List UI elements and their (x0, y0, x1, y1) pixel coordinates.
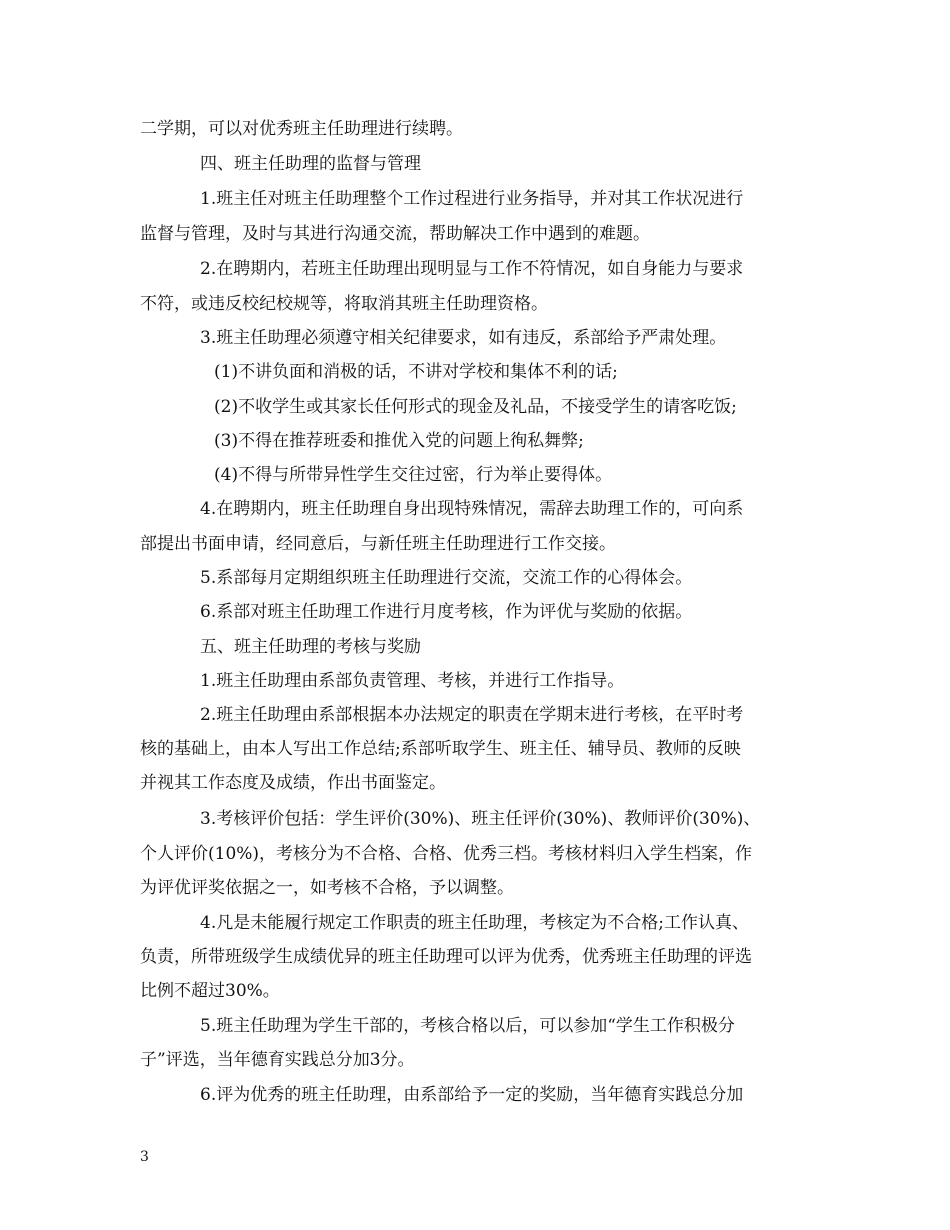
text-line: 子”评选，当年德育实践总分加3分。 (140, 1050, 415, 1070)
text-line: 部提出书面申请，经同意后，与新任班主任助理进行工作交接。 (140, 534, 616, 554)
list-item: (2)不收学生或其家长任何形式的现金及礼品，不接受学生的请客吃饭; (214, 397, 737, 417)
text-line: 4.在聘期内，班主任助理自身出现特殊情况，需辞去助理工作的，可向系 (200, 499, 744, 519)
text-line: 二学期，可以对优秀班主任助理进行续聘。 (140, 119, 463, 139)
text-line: 5.系部每月定期组织班主任助理进行交流，交流工作的心得体会。 (200, 568, 693, 588)
section-heading: 四、班主任助理的监督与管理 (200, 154, 421, 174)
text-line: 个人评价(10%)，考核分为不合格、合格、优秀三档。考核材料归入学生档案，作 (140, 844, 753, 864)
text-line: 3.考核评价包括：学生评价(30%)、班主任评价(30%)、教师评价(30%)、 (200, 809, 761, 829)
text-line: 监督与管理，及时与其进行沟通交流，帮助解决工作中遇到的难题。 (140, 224, 650, 244)
text-line: 3.班主任助理必须遵守相关纪律要求，如有违反，系部给予严肃处理。 (200, 328, 727, 348)
text-line: 比例不超过30%。 (140, 981, 280, 1001)
text-line: 并视其工作态度及成绩，作出书面鉴定。 (140, 773, 446, 793)
page-number: 3 (140, 1149, 149, 1165)
text-line: 6.系部对班主任助理工作进行月度考核，作为评优与奖励的依据。 (200, 602, 693, 622)
list-item: (3)不得在推荐班委和推优入党的问题上徇私舞弊; (214, 431, 584, 451)
text-line: 4.凡是未能履行规定工作职责的班主任助理，考核定为不合格;工作认真、 (200, 913, 749, 933)
text-line: 6.评为优秀的班主任助理，由系部给予一定的奖励，当年德育实践总分加 (200, 1085, 744, 1105)
text-line: 1.班主任对班主任助理整个工作过程进行业务指导，并对其工作状况进行 (200, 189, 744, 209)
section-heading: 五、班主任助理的考核与奖励 (200, 637, 421, 657)
text-line: 负责，所带班级学生成绩优异的班主任助理可以评为优秀，优秀班主任助理的评选 (140, 947, 752, 967)
text-line: 5.班主任助理为学生干部的，考核合格以后，可以参加“学生工作积极分 (200, 1016, 735, 1036)
list-item: (1)不讲负面和消极的话，不讲对学校和集体不利的话; (214, 362, 618, 382)
text-line: 不符，或违反校纪校规等，将取消其班主任助理资格。 (140, 294, 548, 314)
text-line: 为评优评奖依据之一，如考核不合格，予以调整。 (140, 878, 514, 898)
text-line: 2.班主任助理由系部根据本办法规定的职责在学期末进行考核，在平时考 (200, 705, 744, 725)
list-item: (4)不得与所带异性学生交往过密，行为举止要得体。 (214, 465, 613, 485)
text-line: 核的基础上，由本人写出工作总结;系部听取学生、班主任、辅导员、教师的反映 (140, 739, 741, 759)
text-line: 1.班主任助理由系部负责管理、考核，并进行工作指导。 (200, 671, 625, 691)
text-line: 2.在聘期内，若班主任助理出现明显与工作不符情况，如自身能力与要求 (200, 259, 744, 279)
